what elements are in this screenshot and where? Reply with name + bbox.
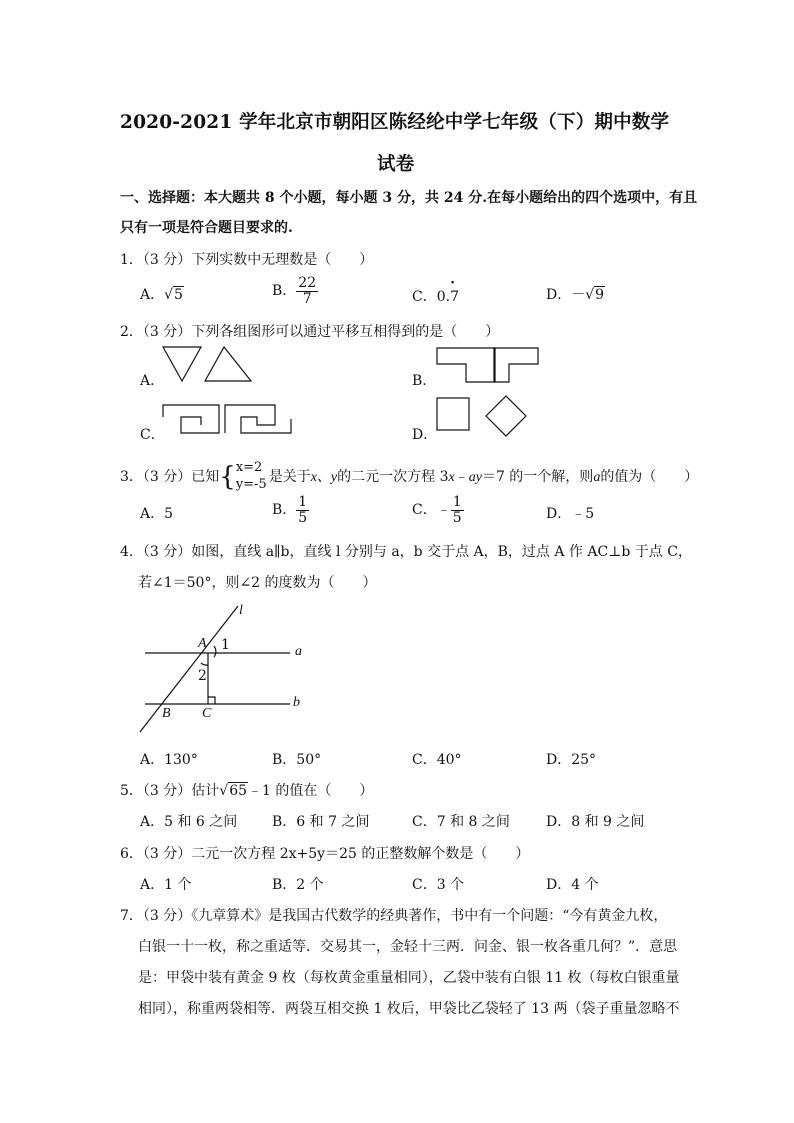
stem-text: 的值为（ ）: [600, 468, 699, 485]
q4-option-c: C．40°: [412, 752, 462, 768]
q6-option-a: A．1 个: [140, 877, 192, 893]
question-2-stem: 2．（3 分）下列各组图形可以通过平移互相得到的是（ ）: [120, 324, 500, 340]
q3-option-a: A．5: [140, 506, 174, 522]
sqrt-expression: √65: [219, 783, 248, 799]
label-a: a: [295, 644, 302, 659]
stem-text: 的二元一次方程 3: [337, 468, 449, 485]
option-label: A．: [140, 287, 165, 303]
minus-sign: －: [571, 287, 586, 303]
equation-y: y=-5: [235, 476, 267, 492]
variable-x: x: [448, 469, 455, 485]
equation-x: x=2: [235, 460, 263, 475]
question-7-line2: 白银一十一枚，称之重适等．交易其一，金轻十三两．问金、银一枚各重几何？”．意思: [138, 939, 678, 955]
radicand: 65: [229, 783, 248, 799]
denominator: 5: [452, 509, 462, 526]
variable-ay: ay: [468, 469, 482, 485]
question-7-line1: 7．（3 分）《九章算术》是我国古代数学的经典著作，书中有一个问题：“今有黄金九枚，: [120, 908, 668, 924]
variable-a: a: [593, 469, 601, 485]
minus-sign: ﹣: [436, 502, 451, 519]
question-7-line3: 是：甲袋中装有黄金 9 枚（每枚黄金重量相同），乙袋中装有白银 11 枚（每枚白银重量: [138, 970, 680, 986]
question-7-line4: 相同），称重两袋相等．两袋互相交换 1 枚后，甲袋比乙袋轻了 13 两（袋子重量忽略不: [138, 1001, 680, 1017]
question-number: 3．（3 分）已知: [120, 468, 220, 485]
q5-option-a: A．5 和 6 之间: [140, 814, 238, 830]
label-b: b: [293, 695, 300, 710]
q5-option-c: C．7 和 8 之间: [412, 814, 510, 830]
angle-1-arc: [214, 646, 216, 657]
stem-text: 5．（3 分）估计: [120, 783, 220, 799]
page-title-line1: 2020-2021 学年北京市朝阳区陈经纶中学七年级（下）期中数学: [120, 112, 670, 133]
section-header-line2: 只有一项是符合题目要求的.: [120, 220, 293, 236]
numerator: 22: [298, 275, 317, 291]
option-label: C．: [412, 502, 437, 519]
sqrt-expression: √5: [164, 287, 183, 303]
q5-option-d: D．8 和 9 之间: [546, 814, 645, 830]
q5-option-b: B．6 和 7 之间: [272, 814, 370, 830]
angle-2-arc: [201, 663, 208, 665]
system-brace: {: [219, 461, 236, 492]
option-label: D．: [546, 287, 572, 303]
label-l: l: [239, 603, 243, 618]
option-label: C．: [412, 289, 437, 305]
q2-option-b-label: B．: [412, 373, 437, 389]
question-5-stem: [120, 780, 373, 800]
label-angle-1: 1: [221, 637, 230, 653]
radicand: 5: [174, 287, 183, 303]
right-angle-mark: [208, 697, 215, 704]
option-label: B．: [272, 283, 297, 300]
q6-option-c: C．3 个: [412, 877, 465, 893]
sqrt-expression: √9: [585, 287, 605, 303]
q6-option-d: D．4 个: [546, 877, 599, 893]
q4-option-a: A．130°: [140, 752, 198, 768]
question-6-stem: 6．（3 分）二元一次方程 2x+5y＝25 的正整数解个数是（ ）: [120, 846, 530, 862]
denominator: 7: [302, 290, 312, 307]
label-point-a: A: [198, 636, 207, 651]
label-point-b: B: [162, 706, 171, 721]
stem-text: ﹣1 的值在（ ）: [248, 783, 374, 799]
option-label: B．: [272, 502, 297, 519]
question-1-stem: 1．（3 分）下列实数中无理数是（ ）: [120, 252, 374, 268]
numerator: 1: [452, 494, 462, 510]
q2-option-d-label: D．: [412, 427, 438, 443]
repeating-dot: ·: [450, 275, 455, 291]
question-4-line1: 4．（3 分）如图，直线 a∥b，直线 l 分别与 a，b 交于点 A，B，过点 A 作 AC⊥b 于点 C，: [120, 544, 692, 560]
line-l: [140, 606, 238, 732]
q2-option-a-label: A．: [140, 373, 165, 389]
stem-text: 是关于: [268, 468, 311, 485]
denominator: 5: [298, 509, 308, 526]
section-header-line1: 一、选择题：本大题共 8 个小题，每小题 3 分，共 24 分.在每小题给出的四个选项中，有且: [120, 190, 698, 206]
label-angle-2: 2: [198, 668, 207, 684]
q6-option-b: B．2 个: [272, 877, 324, 893]
numerator: 1: [298, 494, 308, 510]
page-title-line2: 试卷: [377, 154, 415, 175]
q4-option-d: D．25°: [546, 752, 597, 768]
variables: x、y: [310, 469, 338, 485]
q3-option-d: D．﹣5: [546, 506, 595, 522]
decimal-value: 0.7: [436, 289, 459, 305]
label-point-c: C: [202, 706, 212, 721]
q4-option-b: B．50°: [272, 752, 322, 768]
question-4-line2: 若∠1＝50°，则∠2 的度数为（ ）: [138, 575, 377, 591]
stem-text: ＝7 的一个解，则: [481, 468, 594, 485]
radicand: 9: [595, 287, 605, 303]
q2-option-c-label: C．: [140, 427, 165, 443]
minus-sign: ﹣: [454, 468, 469, 485]
